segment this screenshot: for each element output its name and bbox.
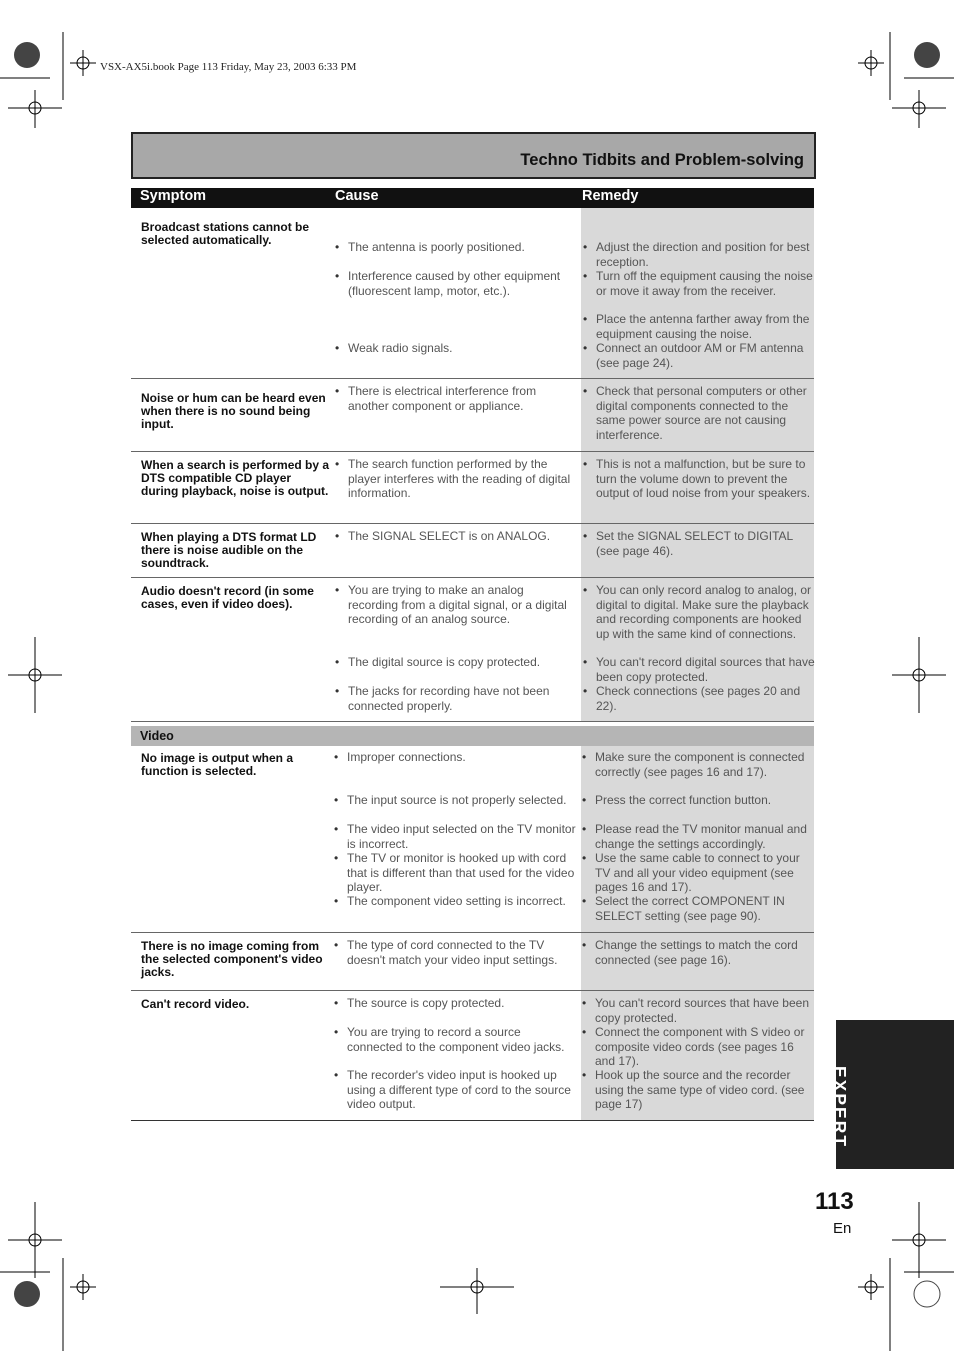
cause-item: • The recorder's video input is hooked up using a different type of cord to the source video output. (334, 1068, 571, 1111)
symptom-text: Noise or hum can be heard even when there is no sound being input. (141, 391, 326, 431)
remedy-item: • Change the settings to match the cord connected (see page 16). (582, 938, 798, 967)
symptom-text: Broadcast stations cannot be selected automatically. (141, 220, 310, 247)
cause-item: • You are trying to make an analog recording from a digital signal, or a digital recording of an analog source. (335, 583, 567, 626)
remedy-item: • Select the correct COMPONENT IN SELECT setting (see page 90). (582, 894, 785, 923)
remedy-item: • Please read the TV monitor manual and change the settings accordingly. (582, 822, 807, 851)
symptom-text: There is no image coming from the selected component's video jacks. (141, 939, 323, 979)
table-header (131, 188, 814, 208)
remedy-item: • This is not a malfunction, but be sure to turn the volume down to prevent the output of loud noise from your speakers. (583, 457, 811, 500)
remedy-item: • Adjust the direction and position for best reception. (583, 240, 810, 269)
cause-item: • The antenna is poorly positioned. (335, 240, 525, 254)
remedy-item: • Press the correct function button. (582, 793, 772, 807)
symptom-text: When a search is performed by a DTS compatible CD player during playback, noise is output. (141, 458, 330, 498)
cause-item: • The SIGNAL SELECT is on ANALOG. (335, 529, 551, 543)
cause-item: • Improper connections. (334, 750, 466, 764)
remedy-item: • Turn off the equipment causing the noise or move it away from the receiver. (583, 269, 813, 298)
cause-item: • The video input selected on the TV monitor is incorrect. (334, 822, 576, 851)
cause-item: • The type of cord connected to the TV doesn't match your video input settings. (334, 938, 558, 967)
cause-item: • The component video setting is incorrect. (334, 894, 566, 908)
remedy-item: • You can't record digital sources that have been copy protected. (583, 655, 815, 684)
remedy-column-header: Remedy (582, 188, 639, 204)
table-row (131, 578, 814, 722)
remedy-item: • You can't record sources that have been copy protected. (582, 996, 809, 1025)
table-row (131, 991, 814, 1121)
video-section-heading: Video (131, 726, 814, 746)
symptom-text: When playing a DTS format LD there is noise audible on the soundtrack. (141, 530, 317, 570)
remedy-item: • Connect the component with S video or composite video cords (see pages 16 and 17). (582, 1025, 805, 1068)
remedy-item: • Check that personal computers or other digital components connected to the same power source are not causing interference. (583, 384, 807, 442)
cause-item: • There is electrical interference from another component or appliance. (335, 384, 537, 413)
remedy-item: • Set the SIGNAL SELECT to DIGITAL (see page 46). (583, 529, 793, 558)
remedy-item: • Use the same cable to connect to your TV and all your video equipment (see pages 16 and 17). (582, 851, 800, 894)
cause-item: • The TV or monitor is hooked up with cord that is different than that used for the video player. (334, 851, 575, 894)
section-title-box (131, 132, 816, 179)
table-row (131, 746, 814, 933)
page-number: 113 (815, 1188, 854, 1215)
remedy-item: • Connect an outdoor AM or FM antenna (see page 24). (583, 341, 804, 370)
table-row (131, 379, 814, 452)
symptom-text: Can't record video. (141, 997, 250, 1011)
cause-item: • Interference caused by other equipment (fluorescent lamp, motor, etc.). (335, 269, 561, 298)
symptom-text: Audio doesn't record (in some cases, even if video does). (141, 584, 314, 611)
print-header: VSX-AX5i.book Page 113 Friday, May 23, 2003 6:33 PM (100, 61, 357, 73)
remedy-item: • Hook up the source and the recorder using the same type of video cord. (see page 17) (582, 1068, 805, 1111)
remedy-item: • Check connections (see pages 20 and 22). (583, 684, 801, 713)
cause-item: • The source is copy protected. (334, 996, 505, 1010)
symptom-text: No image is output when a function is selected. (141, 751, 294, 778)
cause-item: • The input source is not properly selected. (334, 793, 567, 807)
cause-item: • The digital source is copy protected. (335, 655, 541, 669)
symptom-column-header: Symptom (140, 188, 207, 204)
table-row (131, 933, 814, 991)
remedy-item: • You can only record analog to analog, or digital to digital. Make sure the playback and recording components are hooked up with the same kind of connections. (583, 583, 812, 641)
table-row (131, 452, 814, 524)
cause-item: • You are trying to record a source connected to the component video jacks. (334, 1025, 565, 1054)
cause-item: • The search function performed by the player interferes with the reading of digital information. (335, 457, 571, 500)
cause-item: • Weak radio signals. (335, 341, 453, 355)
table-row (131, 524, 814, 578)
cause-column-header: Cause (335, 188, 379, 204)
table-row (131, 208, 814, 379)
troubleshooting-table (131, 188, 814, 1121)
section-title: Techno Tidbits and Problem-solving (520, 151, 804, 169)
expert-side-tab (830, 1020, 954, 1169)
expert-tab-label: EXPERT (830, 1066, 850, 1149)
remedy-item: • Place the antenna farther away from the equipment causing the noise. (583, 312, 810, 341)
cause-item: • The jacks for recording have not been connected properly. (335, 684, 550, 713)
page-language: En (833, 1220, 852, 1237)
remedy-item: • Make sure the component is connected correctly (see pages 16 and 17). (582, 750, 805, 779)
